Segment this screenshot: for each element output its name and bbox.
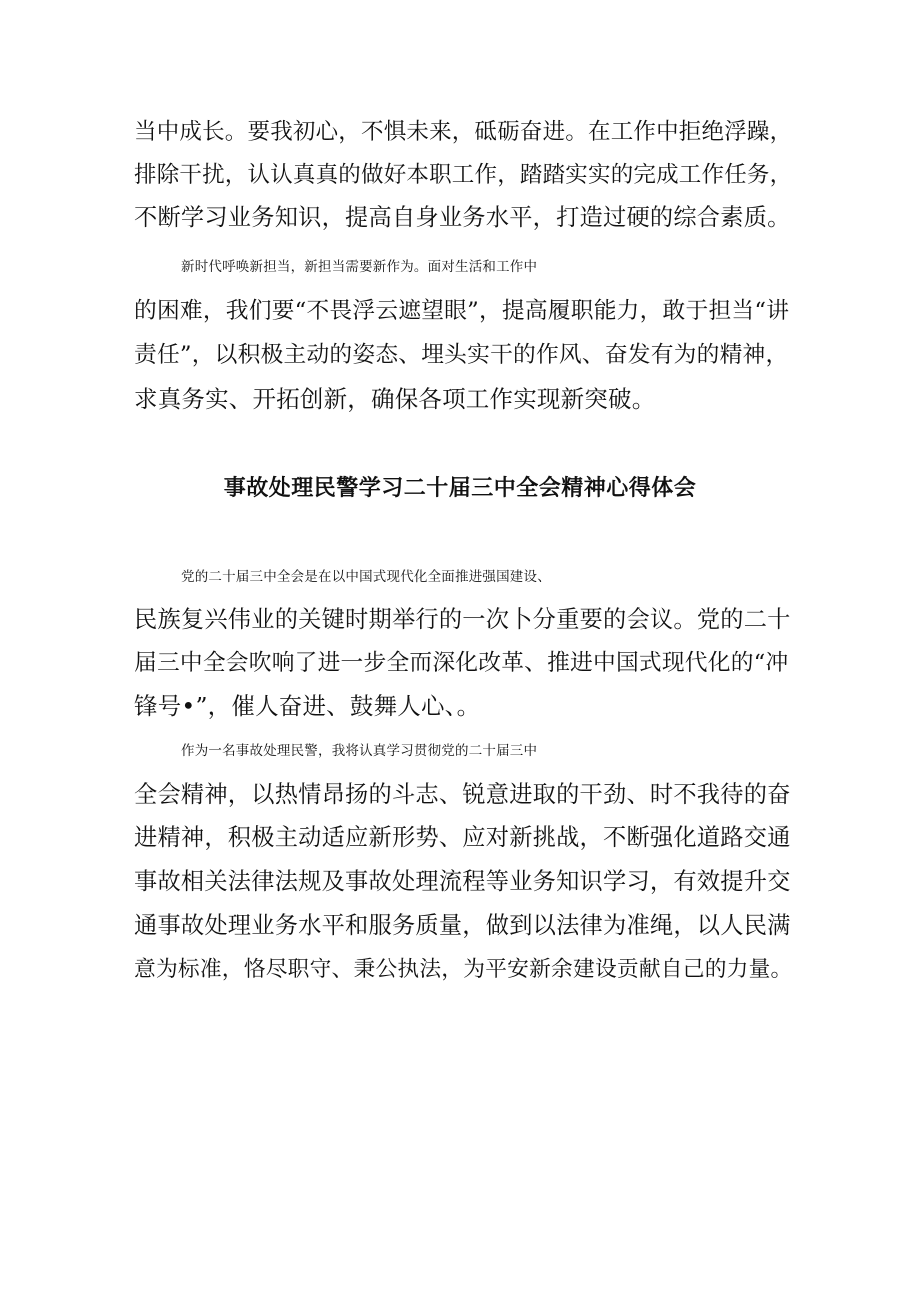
text-line: 作为一名事故处理民警，我将认真学习贯彻党的二十届三中 [181, 743, 538, 759]
text-line: 意为标准，恪尽职守、秉公执法，为平安新余建设贡献自己的力量。 [134, 957, 793, 982]
section-title: 事故处理民警学习二十届三中全会精神心得体会 [223, 476, 697, 501]
text-line: 新时代呼唤新担当，新担当需要新作为。面对生活和工作中 [181, 259, 538, 275]
text-line: 不断学习业务知识，提高自身业务水平，打造过硬的综合素质。 [134, 204, 791, 231]
text-line: 党的二十届三中全会是在以中国式现代化全面推进强国建设、 [181, 569, 551, 585]
text-line: 责任”，以积极主动的姿态、埋头实干的作风、奋发有为的精神， [134, 342, 789, 368]
text-line: 进精神，积极主动适应新形势、应对新挑战，不断强化道路交通 [134, 824, 791, 851]
text-line: 的困难，我们要“不畏浮云遮望眼”，提高履职能力，敢于担当“讲 [134, 298, 790, 324]
text-line: 事故相关法律法规及事故处理流程等业务知识学习，有效提升交 [134, 868, 791, 895]
text-line: 求真务实、开拓创新，确保各项工作实现新突破。 [134, 385, 656, 413]
text-line: 民族复兴伟业的关键时期举行的一次卜分重要的会议。党的二十 [134, 606, 791, 633]
text-line: 通事故处理业务水平和服务质量，做到以法律为准绳，以人民满 [134, 912, 791, 939]
text-line: 届三中全会吹响了进一步全而深化改革、推进中国式现代化的“冲 [134, 650, 789, 676]
text-line: 排除干扰，认认真真的做好本职工作，踏踏实实的完成工作任务， [134, 162, 793, 188]
text-line: 当中成长。要我初心，不惧未来，砥砺奋进。在工作中拒绝浮躁， [134, 119, 793, 145]
text-line: 全会精神，以热情昂扬的斗志、锐意进取的干劲、时不我待的奋 [134, 781, 791, 808]
text-line: 锋号•”，催人奋进、鼓舞人心、。 [134, 692, 481, 720]
